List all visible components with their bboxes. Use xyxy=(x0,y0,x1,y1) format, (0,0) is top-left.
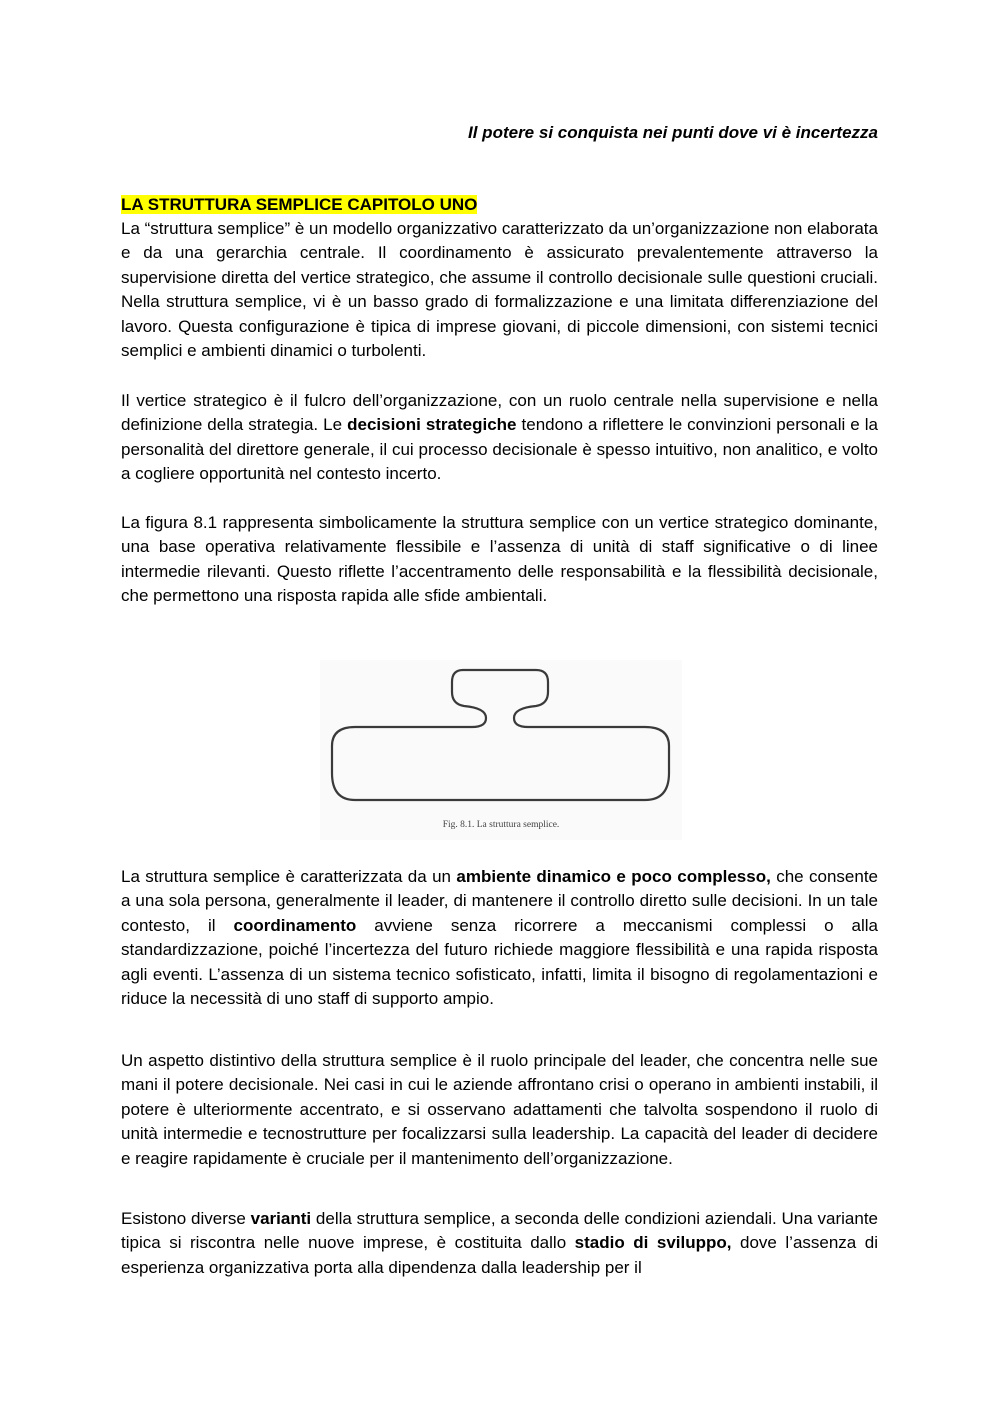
paragraph-1 xyxy=(121,217,878,363)
text-run: La “struttura semplice” è un modello organizzativo caratterizzato da un’organizzazione non elaborata e da una gerarchia centrale. Il coordinamento è assicurato prevalentemente attraverso la supervisione diretta del vertice strategico, che assume il controllo decisionale sulle questioni cruciali. Nella struttura semplice, vi è un basso grado di formalizzazione e una limitata differenziazione del lavoro. Questa configurazione è tipica di imprese giovani, di piccole dimensioni, con sistemi tecnici semplici e ambienti dinamici o turbolenti. xyxy=(121,219,878,361)
text-run: La struttura semplice è caratterizzata da un xyxy=(121,867,457,886)
paragraph-5 xyxy=(121,1049,878,1171)
paragraph-4 xyxy=(121,865,878,1011)
simple-structure-outline xyxy=(332,670,669,800)
bold-phrase: stadio di sviluppo, xyxy=(574,1233,732,1253)
text-run: dove l’assenza di esperienza organizzativa porta alla dipendenza dalla leadership per il xyxy=(121,1233,879,1277)
text-run: Un aspetto distintivo della struttura semplice è il ruolo principale del leader, che concentra nelle sue mani il potere decisionale. Nei casi in cui le aziende affrontano crisi o operano in ambienti instabili, il potere è ulteriormente accentrato, e si osservano adattamenti che talvolta sospendono il ruolo di unità intermedie e tecnostrutture per focalizzarsi sulla leadership. La capacità del leader di decidere e reagire rapidamente è cruciale per il mantenimento dell’organizzazione. xyxy=(121,1051,878,1168)
bold-phrase: ambiente dinamico e poco complesso, xyxy=(456,867,771,886)
text-run: tendono a riflettere le convinzioni personali e la personalità del direttore generale, il cui processo decisionale è spesso intuitivo, non analitico, e volto a cogliere opportunità nel contesto incerto. xyxy=(121,415,878,484)
text-run: avviene senza ricorrere a meccanismi complessi o alla standardizzazione, poiché l’incertezza del futuro richiede maggiore flessibilità e una rapida risposta agli eventi. L’assenza di un sistema tecnico sofisticato, infatti, limita il bisogno di regolamentazioni e riduce la necessità di uno staff di supporto ampio. xyxy=(121,915,878,1009)
document-page xyxy=(121,0,878,1413)
text-run: La figura 8.1 rappresenta simbolicamente la struttura semplice con un vertice strategico dominante, una base operativa relativamente flessibile e l’assenza di unità di staff significative o di linee intermedie rilevanti. Questo riflette l’accentramento delle responsabilità e la flessibilità decisionale, che permettono una risposta rapida alle sfide ambientali. xyxy=(121,513,878,606)
bold-phrase: varianti xyxy=(250,1209,312,1228)
highlighted-heading-text: LA STRUTTURA SEMPLICE CAPITOLO UNO xyxy=(121,195,478,214)
text-run: Esistono diverse xyxy=(121,1209,251,1228)
paragraph-6 xyxy=(121,1207,878,1280)
paragraph-2 xyxy=(121,389,878,487)
paragraph-3 xyxy=(121,511,878,609)
bold-phrase: decisioni strategiche xyxy=(347,415,517,435)
figure-caption: Fig. 8.1. La struttura semplice. xyxy=(442,820,560,830)
section-heading xyxy=(121,193,477,217)
epigraph: Il potere si conquista nei punti dove vi è incertezza xyxy=(468,123,878,142)
figure-8-1 xyxy=(320,660,682,840)
text-run: che consente a una sola persona, generalmente il leader, di mantenere il controllo diretto sulle decisioni. In un tale contesto, il xyxy=(121,867,878,935)
text-run: della struttura semplice, a seconda delle condizioni aziendali. Una variante tipica si riscontra nelle nuove imprese, è costituita dallo xyxy=(121,1209,879,1253)
text-run: Il vertice strategico è il fulcro dell’organizzazione, con un ruolo centrale nella supervisione e nella definizione della strategia. Le xyxy=(121,391,878,435)
bold-phrase: coordinamento xyxy=(233,915,357,935)
simple-structure-diagram xyxy=(320,660,682,820)
